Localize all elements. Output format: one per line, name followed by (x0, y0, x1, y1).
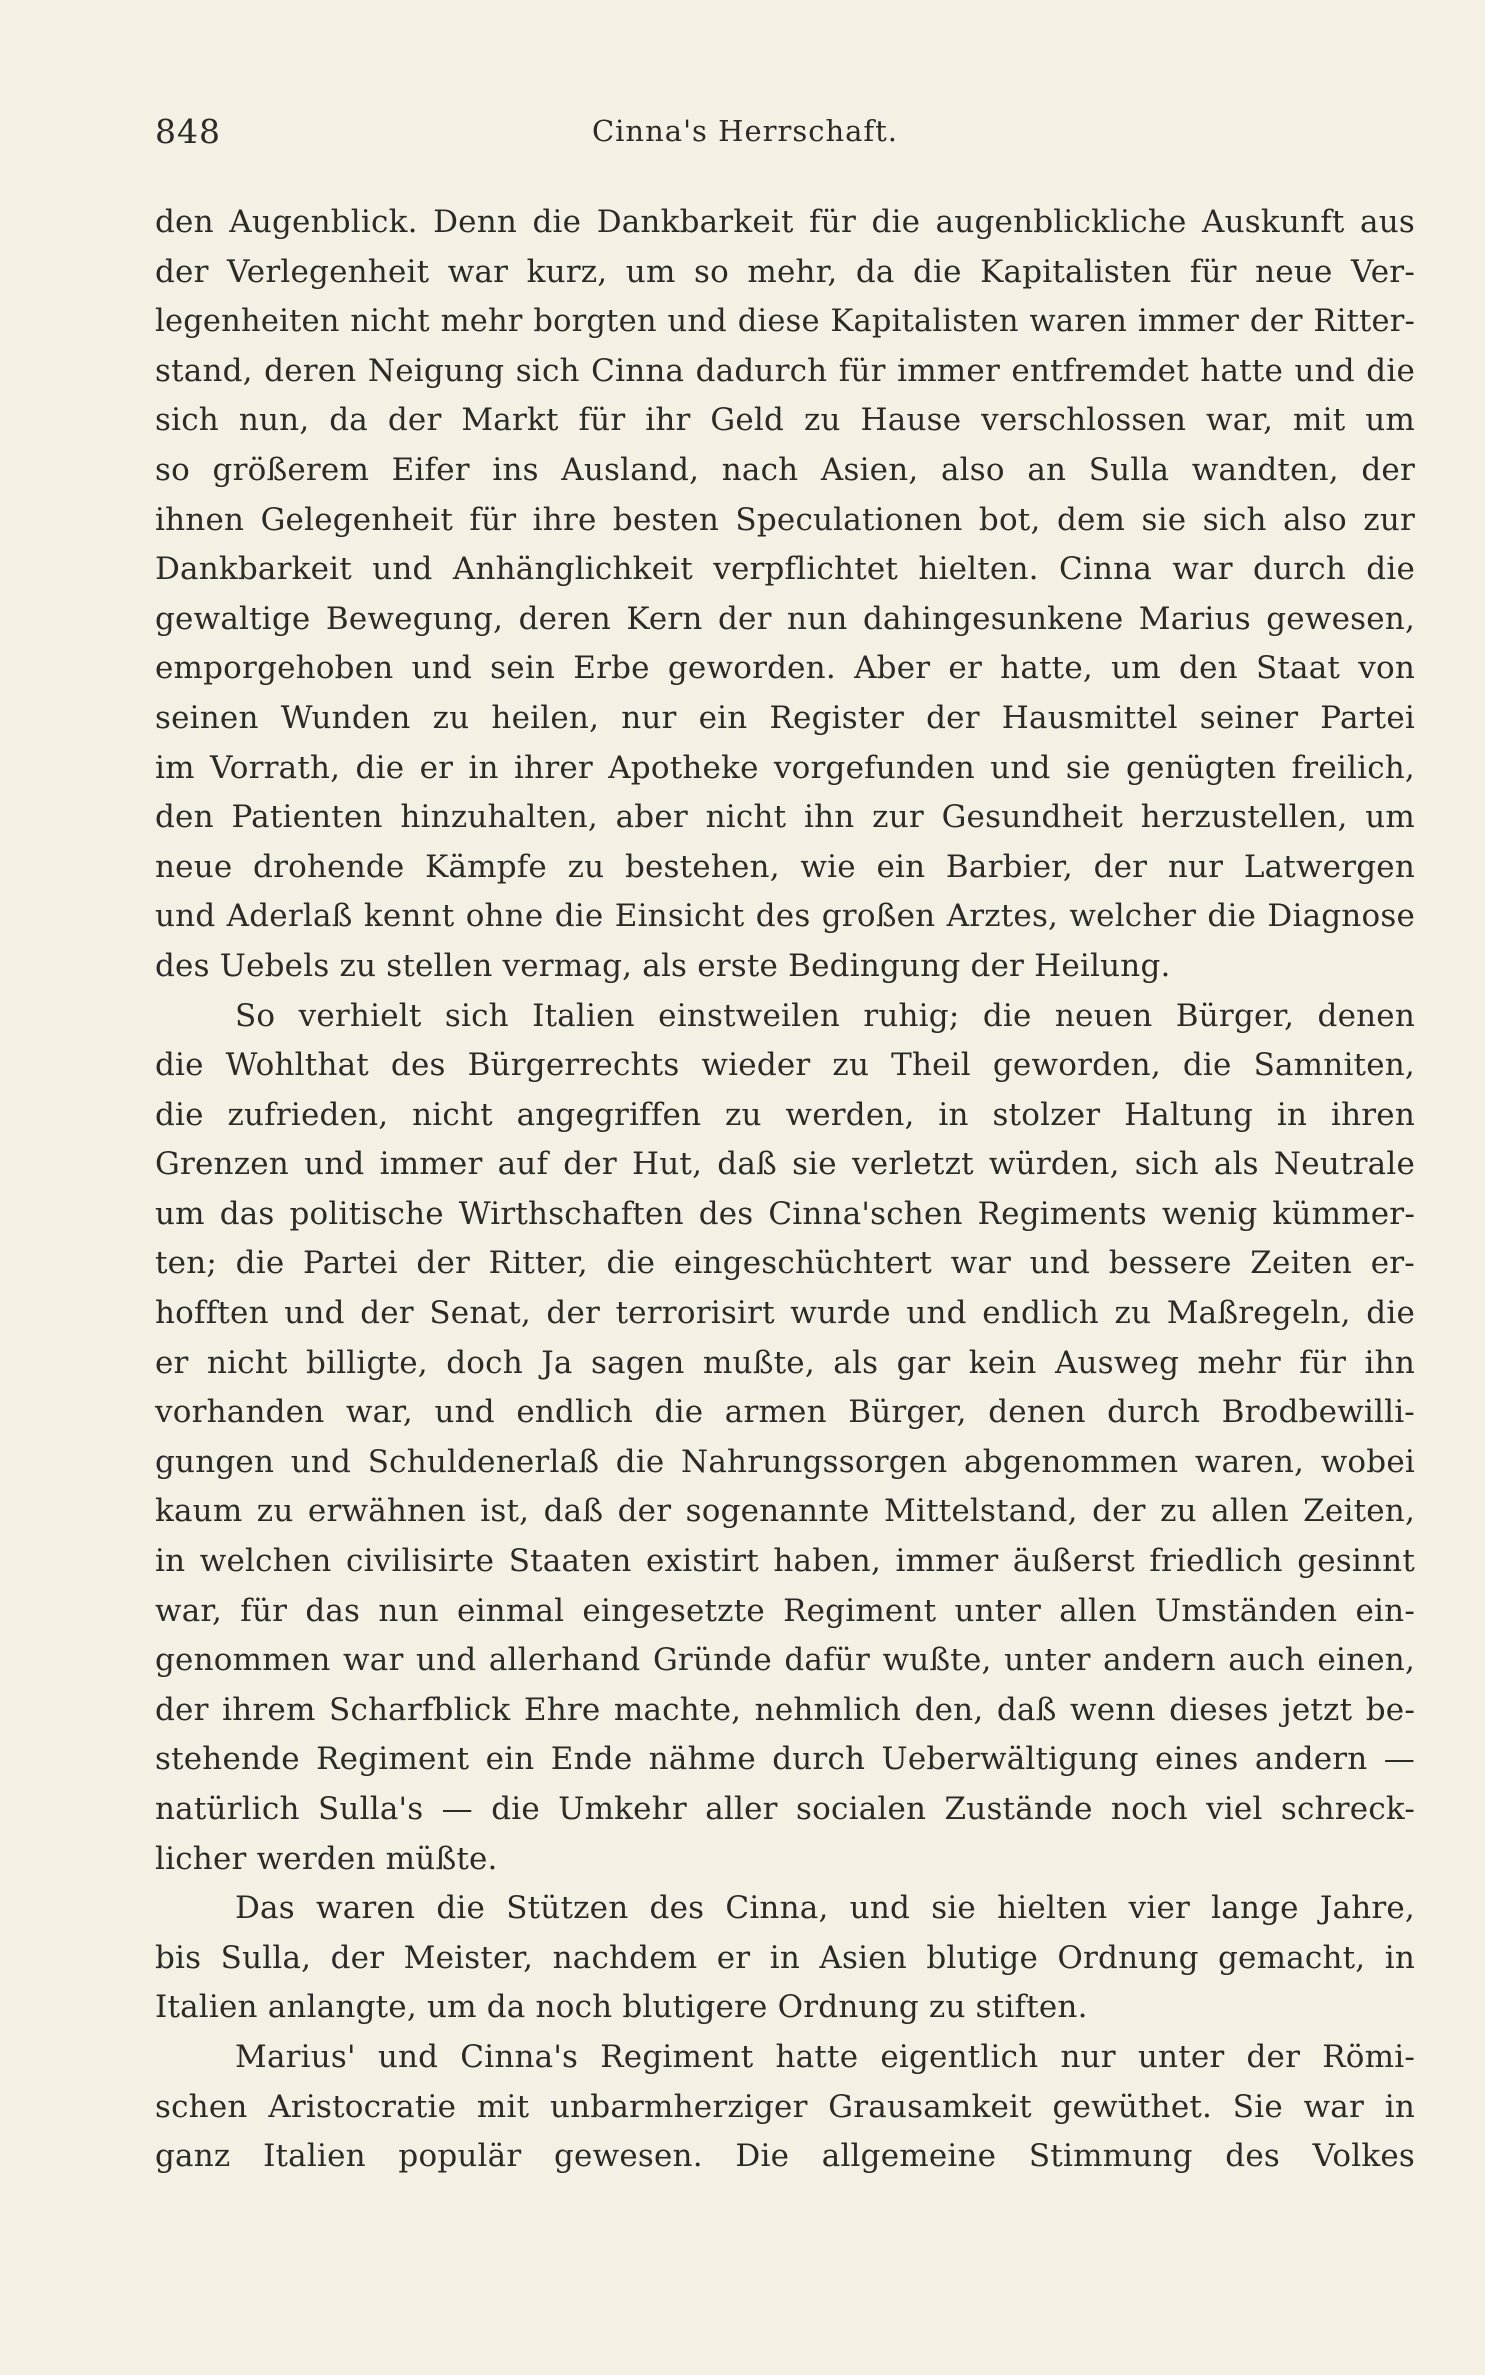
text-line: ten; die Partei der Ritter, die eingeschüchtert war und bessere Zeiten er- (155, 1245, 1415, 1282)
text-line: kaum zu erwähnen ist, daß der sogenannte Mittelstand, der zu allen Zeiten, (155, 1493, 1415, 1530)
text-line: vorhanden war, und endlich die armen Bürger, denen durch Brodbewilli- (155, 1394, 1415, 1431)
text-line: Marius' und Cinna's Regiment hatte eigentlich nur unter der Römi- (235, 2038, 1415, 2075)
text-line: ihnen Gelegenheit für ihre besten Speculationen bot, dem sie sich also zur (155, 501, 1415, 538)
text-line: Italien anlangte, um da noch blutigere Ordnung zu stiften. (155, 1989, 1088, 2026)
text-line: So verhielt sich Italien einstweilen ruhig; die neuen Bürger, denen (235, 997, 1415, 1034)
text-line: sich nun, da der Markt für ihr Geld zu Hause verschlossen war, mit um (155, 402, 1415, 439)
text-line: war, für das nun einmal eingesetzte Regiment unter allen Umständen ein- (155, 1592, 1415, 1629)
text-line: um das politische Wirthschaften des Cinna'schen Regiments wenig kümmer- (155, 1195, 1415, 1232)
text-line: des Uebels zu stellen vermag, als erste Bedingung der Heilung. (155, 947, 1171, 984)
text-line: gewaltige Bewegung, deren Kern der nun dahingesunkene Marius gewesen, (155, 600, 1415, 637)
text-line: neue drohende Kämpfe zu bestehen, wie ein Barbier, der nur Latwergen (155, 848, 1415, 885)
text-line: genommen war und allerhand Gründe dafür wußte, unter andern auch einen, (155, 1642, 1415, 1679)
text-line: Dankbarkeit und Anhänglichkeit verpflichtet hielten. Cinna war durch die (155, 551, 1415, 588)
text-line: stehende Regiment ein Ende nähme durch Ueberwältigung eines andern — (155, 1741, 1415, 1778)
text-line: im Vorrath, die er in ihrer Apotheke vorgefunden und sie genügten freilich, (155, 749, 1415, 786)
text-line: in welchen civilisirte Staaten existirt haben, immer äußerst friedlich gesinnt (155, 1543, 1415, 1580)
text-line: den Augenblick. Denn die Dankbarkeit für die augenblickliche Auskunft aus (155, 204, 1415, 240)
running-title: Cinna's Herrschaft. (591, 114, 899, 148)
text-line: schen Aristocratie mit unbarmherziger Grausamkeit gewüthet. Sie war in (155, 2088, 1415, 2125)
text-line: emporgehoben und sein Erbe geworden. Aber er hatte, um den Staat von (155, 650, 1415, 687)
text-line: seinen Wunden zu heilen, nur ein Register der Hausmittel seiner Partei (155, 699, 1415, 736)
text-line: so größerem Eifer ins Ausland, nach Asien, also an Sulla wandten, der (155, 451, 1415, 488)
text-line: ganz Italien populär gewesen. Die allgemeine Stimmung des Volkes (155, 2138, 1415, 2175)
text-line: legenheiten nicht mehr borgten und diese Kapitalisten waren immer der Ritter- (155, 304, 1415, 340)
body-text (155, 198, 1415, 2182)
text-line: stand, deren Neigung sich Cinna dadurch für immer entfremdet hatte und die (155, 352, 1415, 389)
text-line: Grenzen und immer auf der Hut, daß sie verletzt würden, sich als Neutrale (155, 1146, 1415, 1183)
text-line: er nicht billigte, doch Ja sagen mußte, als gar kein Ausweg mehr für ihn (155, 1344, 1415, 1381)
text-line: die Wohlthat des Bürgerrechts wieder zu Theil geworden, die Samniten, (155, 1047, 1415, 1084)
text-line: die zufrieden, nicht angegriffen zu werden, in stolzer Haltung in ihren (155, 1096, 1415, 1133)
page-header (155, 112, 1335, 162)
text-line: licher werden müßte. (155, 1840, 498, 1877)
text-line: den Patienten hinzuhalten, aber nicht ihn zur Gesundheit herzustellen, um (155, 799, 1415, 836)
text-line: gungen und Schuldenerlaß die Nahrungssorgen abgenommen waren, wobei (155, 1443, 1415, 1480)
text-line: der ihrem Scharfblick Ehre machte, nehmlich den, daß wenn dieses jetzt be- (155, 1691, 1415, 1728)
text-line: bis Sulla, der Meister, nachdem er in Asien blutige Ordnung gemacht, in (155, 1939, 1415, 1976)
text-line: der Verlegenheit war kurz, um so mehr, da die Kapitalisten für neue Ver- (155, 253, 1415, 290)
text-line: hofften und der Senat, der terrorisirt wurde und endlich zu Maßregeln, die (155, 1295, 1415, 1332)
text-line: natürlich Sulla's — die Umkehr aller socialen Zustände noch viel schreck- (155, 1791, 1415, 1827)
text-line: Das waren die Stützen des Cinna, und sie hielten vier lange Jahre, (235, 1890, 1415, 1927)
text-line: und Aderlaß kennt ohne die Einsicht des großen Arztes, welcher die Diagnose (155, 898, 1415, 935)
page-number: 848 (155, 112, 221, 151)
